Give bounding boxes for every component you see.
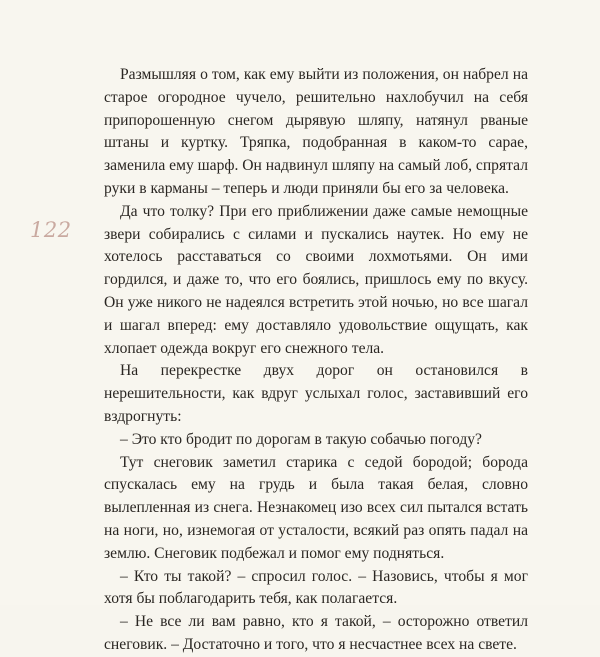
paragraph-3: На перекрестке двух дорог он остановился в нерешительности, как вдруг услыхал голос, заставивший его вздрогнуть: <box>104 362 528 425</box>
paragraph-2: Да что толку? При его приближении даже самые немощные звери собирались с силами и пускались наутек. Но ему не хотелось расставаться со своими лохмотьями. Он ими гордился, и даже то, что его боялись, пришлось ему по вкусу. Он уже никого не надеялся встретить этой ночью, но все шагал и шагал вперед: ему доставляло удовольствие ощущать, как хлопает одежда вокруг его снежного тела. <box>104 202 528 357</box>
paragraph-6: – Кто ты такой? – спросил голос. – Назовись, чтобы я мог хотя бы поблагодарить тебя, как полагается. <box>104 567 528 608</box>
paragraph-1: Размышляя о том, как ему выйти из положения, он набрел на старое огородное чучело, решительно нахлобучил на себя припорошенную снегом дырявую шляпу, натянул рваные штаны и куртку. Тряпка, подобранная в каком-то сарае, заменила ему шарф. Он надвинул шляпу на самый лоб, спрятал руки в карманы – теперь и люди приняли бы его за человека. <box>104 66 529 197</box>
paragraph-7: – Не все ли вам равно, кто я такой, – осторожно ответил снеговик. – Достаточно и того, что я несчастнее всех на свете. <box>104 613 528 653</box>
paragraph-5: Тут снеговик заметил старика с седой бородой; борода спускалась ему на грудь и была такая белая, словно вылепленная из снега. Незнакомец изо всех сил пытался встать на ноги, но, изнемогая от усталости, всякий раз опять падал на землю. Снеговик подбежал и помог ему подняться. <box>104 453 528 562</box>
body-text <box>104 64 528 657</box>
page-number: 122 <box>30 218 72 242</box>
paragraph-4: – Это кто бродит по дорогам в такую собачью погоду? <box>120 430 482 448</box>
